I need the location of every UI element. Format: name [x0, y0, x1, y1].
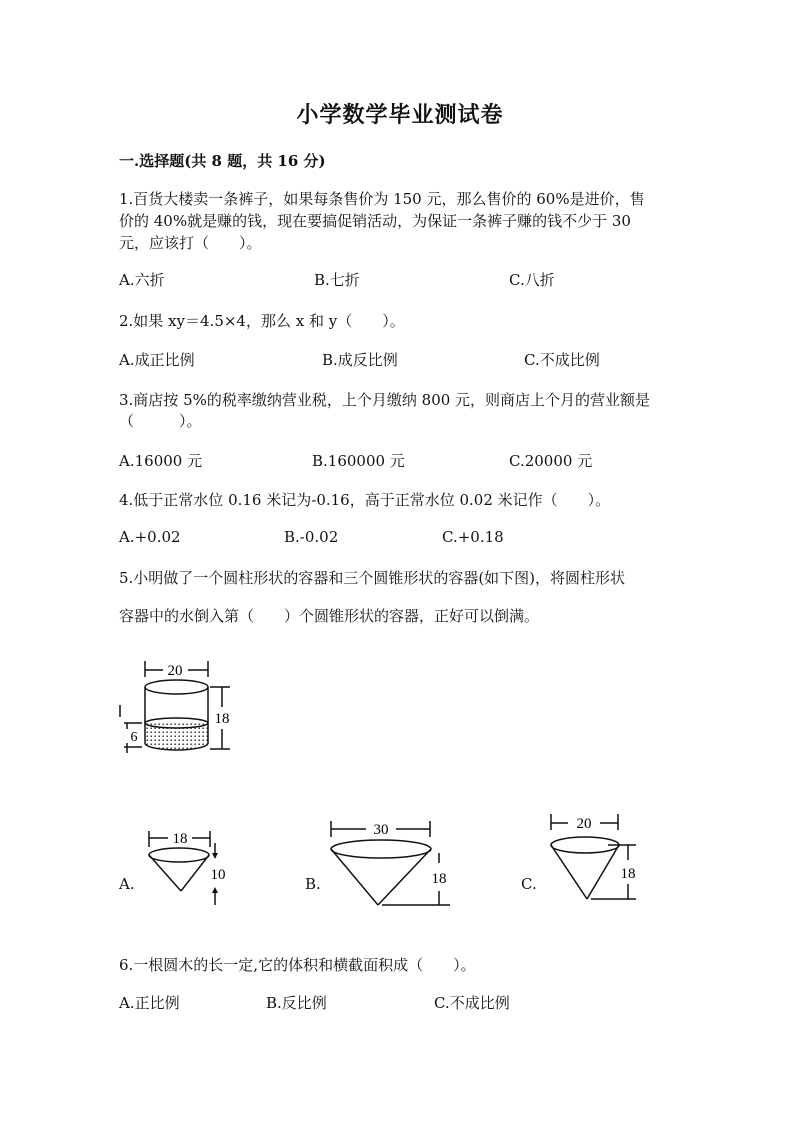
question-2-option-b[interactable]: B.成反比例 [322, 351, 398, 369]
cone-c-label[interactable]: C. [521, 875, 537, 893]
cone-a-label[interactable]: A. [119, 875, 135, 893]
question-3-option-b[interactable]: B.160000 元 [312, 452, 405, 470]
cone-a-diameter-label: 18 [172, 831, 188, 847]
question-1-option-c[interactable]: C.八折 [509, 271, 555, 289]
question-6-line-1: 6.一根圆木的长一定,它的体积和横截面积成（ ）。 [119, 956, 476, 974]
cylinder-figure [118, 655, 238, 765]
question-2-line-1: 2.如果 xy＝4.5×4，那么 x 和 y（ ）。 [119, 312, 405, 330]
question-4-option-c[interactable]: C.+0.18 [442, 528, 504, 546]
page-title: 小学数学毕业测试卷 [296, 102, 504, 128]
question-1-line-1: 1.百货大楼卖一条裤子，如果每条售价为 150 元，那么售价的 60%是进价，售 [119, 190, 645, 208]
cone-c-height-label: 18 [620, 866, 636, 882]
cone-c-figure [546, 808, 646, 908]
question-6-option-a[interactable]: A.正比例 [119, 994, 180, 1012]
question-2-option-c[interactable]: C.不成比例 [524, 351, 600, 369]
question-1-option-b[interactable]: B.七折 [314, 271, 360, 289]
question-5-line-1: 5.小明做了一个圆柱形状的容器和三个圆锥形状的容器(如下图)，将圆柱形状 [119, 569, 626, 587]
cone-a-figure [140, 825, 240, 915]
section-heading: 一.选择题(共 8 题，共 16 分) [119, 152, 326, 170]
cone-b-height-label: 18 [431, 871, 447, 887]
question-1-line-3: 元，应该打（ ）。 [119, 234, 262, 252]
question-3-option-a[interactable]: A.16000 元 [119, 452, 203, 470]
question-5-line-2: 容器中的水倒入第（ ）个圆锥形状的容器，正好可以倒满。 [119, 607, 540, 625]
cone-b-figure [326, 815, 456, 915]
question-1-option-a[interactable]: A.六折 [119, 271, 165, 289]
question-4-option-a[interactable]: A.+0.02 [119, 528, 181, 546]
cone-b-label[interactable]: B. [305, 875, 321, 893]
cone-a-height-label: 10 [210, 867, 226, 883]
question-4-option-b[interactable]: B.-0.02 [284, 528, 339, 546]
question-2-option-a[interactable]: A.成正比例 [119, 351, 195, 369]
cone-c-diameter-label: 20 [576, 816, 592, 832]
question-3-line-1: 3.商店按 5%的税率缴纳营业税，上个月缴纳 800 元，则商店上个月的营业额是 [119, 391, 651, 409]
question-4-line-1: 4.低于正常水位 0.16 米记为-0.16，高于正常水位 0.02 米记作（ ）。 [119, 491, 611, 509]
cylinder-diameter-label: 20 [167, 663, 183, 679]
cylinder-water-label: 6 [130, 730, 138, 745]
question-3-option-c[interactable]: C.20000 元 [509, 452, 593, 470]
question-6-option-c[interactable]: C.不成比例 [434, 994, 510, 1012]
question-6-option-b[interactable]: B.反比例 [266, 994, 327, 1012]
cylinder-height-label: 18 [214, 711, 230, 727]
question-3-line-2: （ ）。 [119, 412, 202, 430]
question-1-line-2: 价的 40%就是赚的钱，现在要搞促销活动，为保证一条裤子赚的钱不少于 30 [119, 212, 631, 230]
cone-b-diameter-label: 30 [373, 822, 389, 838]
